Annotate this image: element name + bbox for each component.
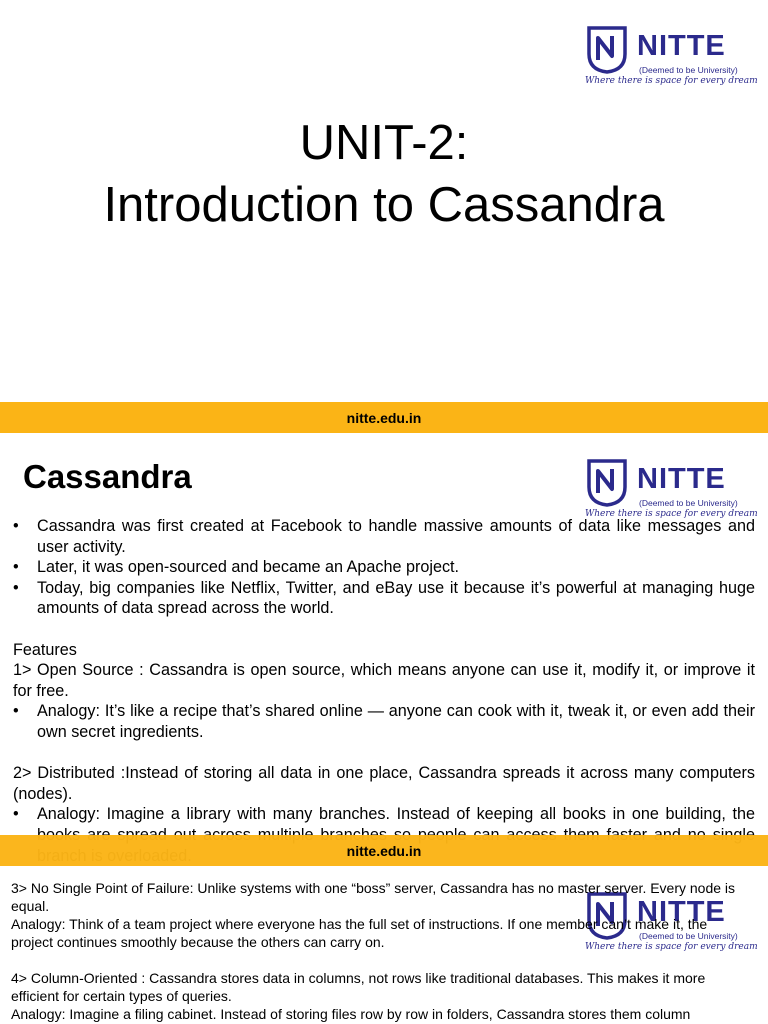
- logo-tagline: Where there is space for every dream: [585, 509, 758, 519]
- slide-title: [0, 112, 768, 236]
- logo-wordmark: NITTE: [637, 896, 726, 928]
- feature-open-source: 1> Open Source : Cassandra is open source, which means anyone can use it, modify it, or improve it for free.: [13, 661, 755, 700]
- feature-open-source-analogy: • Analogy: It’s like a recipe that’s shared online — anyone can cook with it, tweak it, or even add their own secret ingredients.: [13, 701, 755, 742]
- logo-wordmark: NITTE: [637, 30, 726, 62]
- nitte-emblem-icon: [585, 457, 629, 507]
- slide-heading: Cassandra: [23, 458, 192, 495]
- bullet-item: • Later, it was open-sourced and became an Apache project.: [13, 557, 755, 578]
- feature-column-oriented: 4> Column-Oriented : Cassandra stores data in columns, not rows like traditional databases. This makes it more efficient for certain types of queries.: [11, 970, 706, 1004]
- feature-distributed-analogy: • Analogy: Imagine a library with many branches. Instead of keeping all books in one building, the: [13, 804, 755, 866]
- title-slide: [0, 0, 768, 433]
- logo-deemed-text: (Deemed to be University): [639, 931, 738, 941]
- footer-url: nitte.edu.in: [346, 409, 422, 426]
- footer-bar: [0, 835, 768, 866]
- feature-no-single-point: 3> No Single Point of Failure: Unlike systems with one “boss” server, Cassandra has no master server. Every node is equal.: [11, 880, 736, 914]
- bullet-item: • Cassandra was first created at Facebook to handle massive amounts of data like messages and user activity.: [13, 516, 755, 557]
- features-slide: [0, 866, 768, 1024]
- bullet-item: • Today, big companies like Netflix, Twitter, and eBay use it because it’s powerful at managing huge amounts of data spread across the world.: [13, 578, 755, 619]
- slide-body: [11, 879, 743, 1023]
- feature-distributed: 2> Distributed :Instead of storing all data in one place, Cassandra spreads it across many computers (nodes).: [13, 764, 755, 803]
- slide-body: [13, 516, 755, 866]
- nitte-logo: [585, 24, 758, 94]
- feature-column-oriented-analogy: Analogy: Imagine a filing cabinet. Instead of storing files row by row in folders, Cassandra stores them column: [11, 1006, 691, 1022]
- footer-url: nitte.edu.in: [346, 842, 422, 859]
- logo-wordmark: NITTE: [637, 463, 726, 495]
- footer-bar: [0, 402, 768, 433]
- logo-tagline: Where there is space for every dream: [585, 76, 758, 86]
- feature-no-single-point-analogy: Analogy: Think of a team project where everyone has the full set of instructions. If one member can’t make it, the project continues smoothly because the others can carry on.: [11, 916, 708, 950]
- logo-deemed-text: (Deemed to be University): [639, 498, 738, 508]
- cassandra-slide: [0, 433, 768, 866]
- logo-deemed-text: (Deemed to be University): [639, 65, 738, 75]
- logo-tagline: Where there is space for every dream: [585, 942, 758, 952]
- features-label: Features: [13, 640, 77, 659]
- title-line-topic: Introduction to Cassandra: [103, 178, 665, 232]
- title-line-unit: UNIT-2:: [299, 116, 469, 170]
- nitte-emblem-icon: [585, 24, 629, 74]
